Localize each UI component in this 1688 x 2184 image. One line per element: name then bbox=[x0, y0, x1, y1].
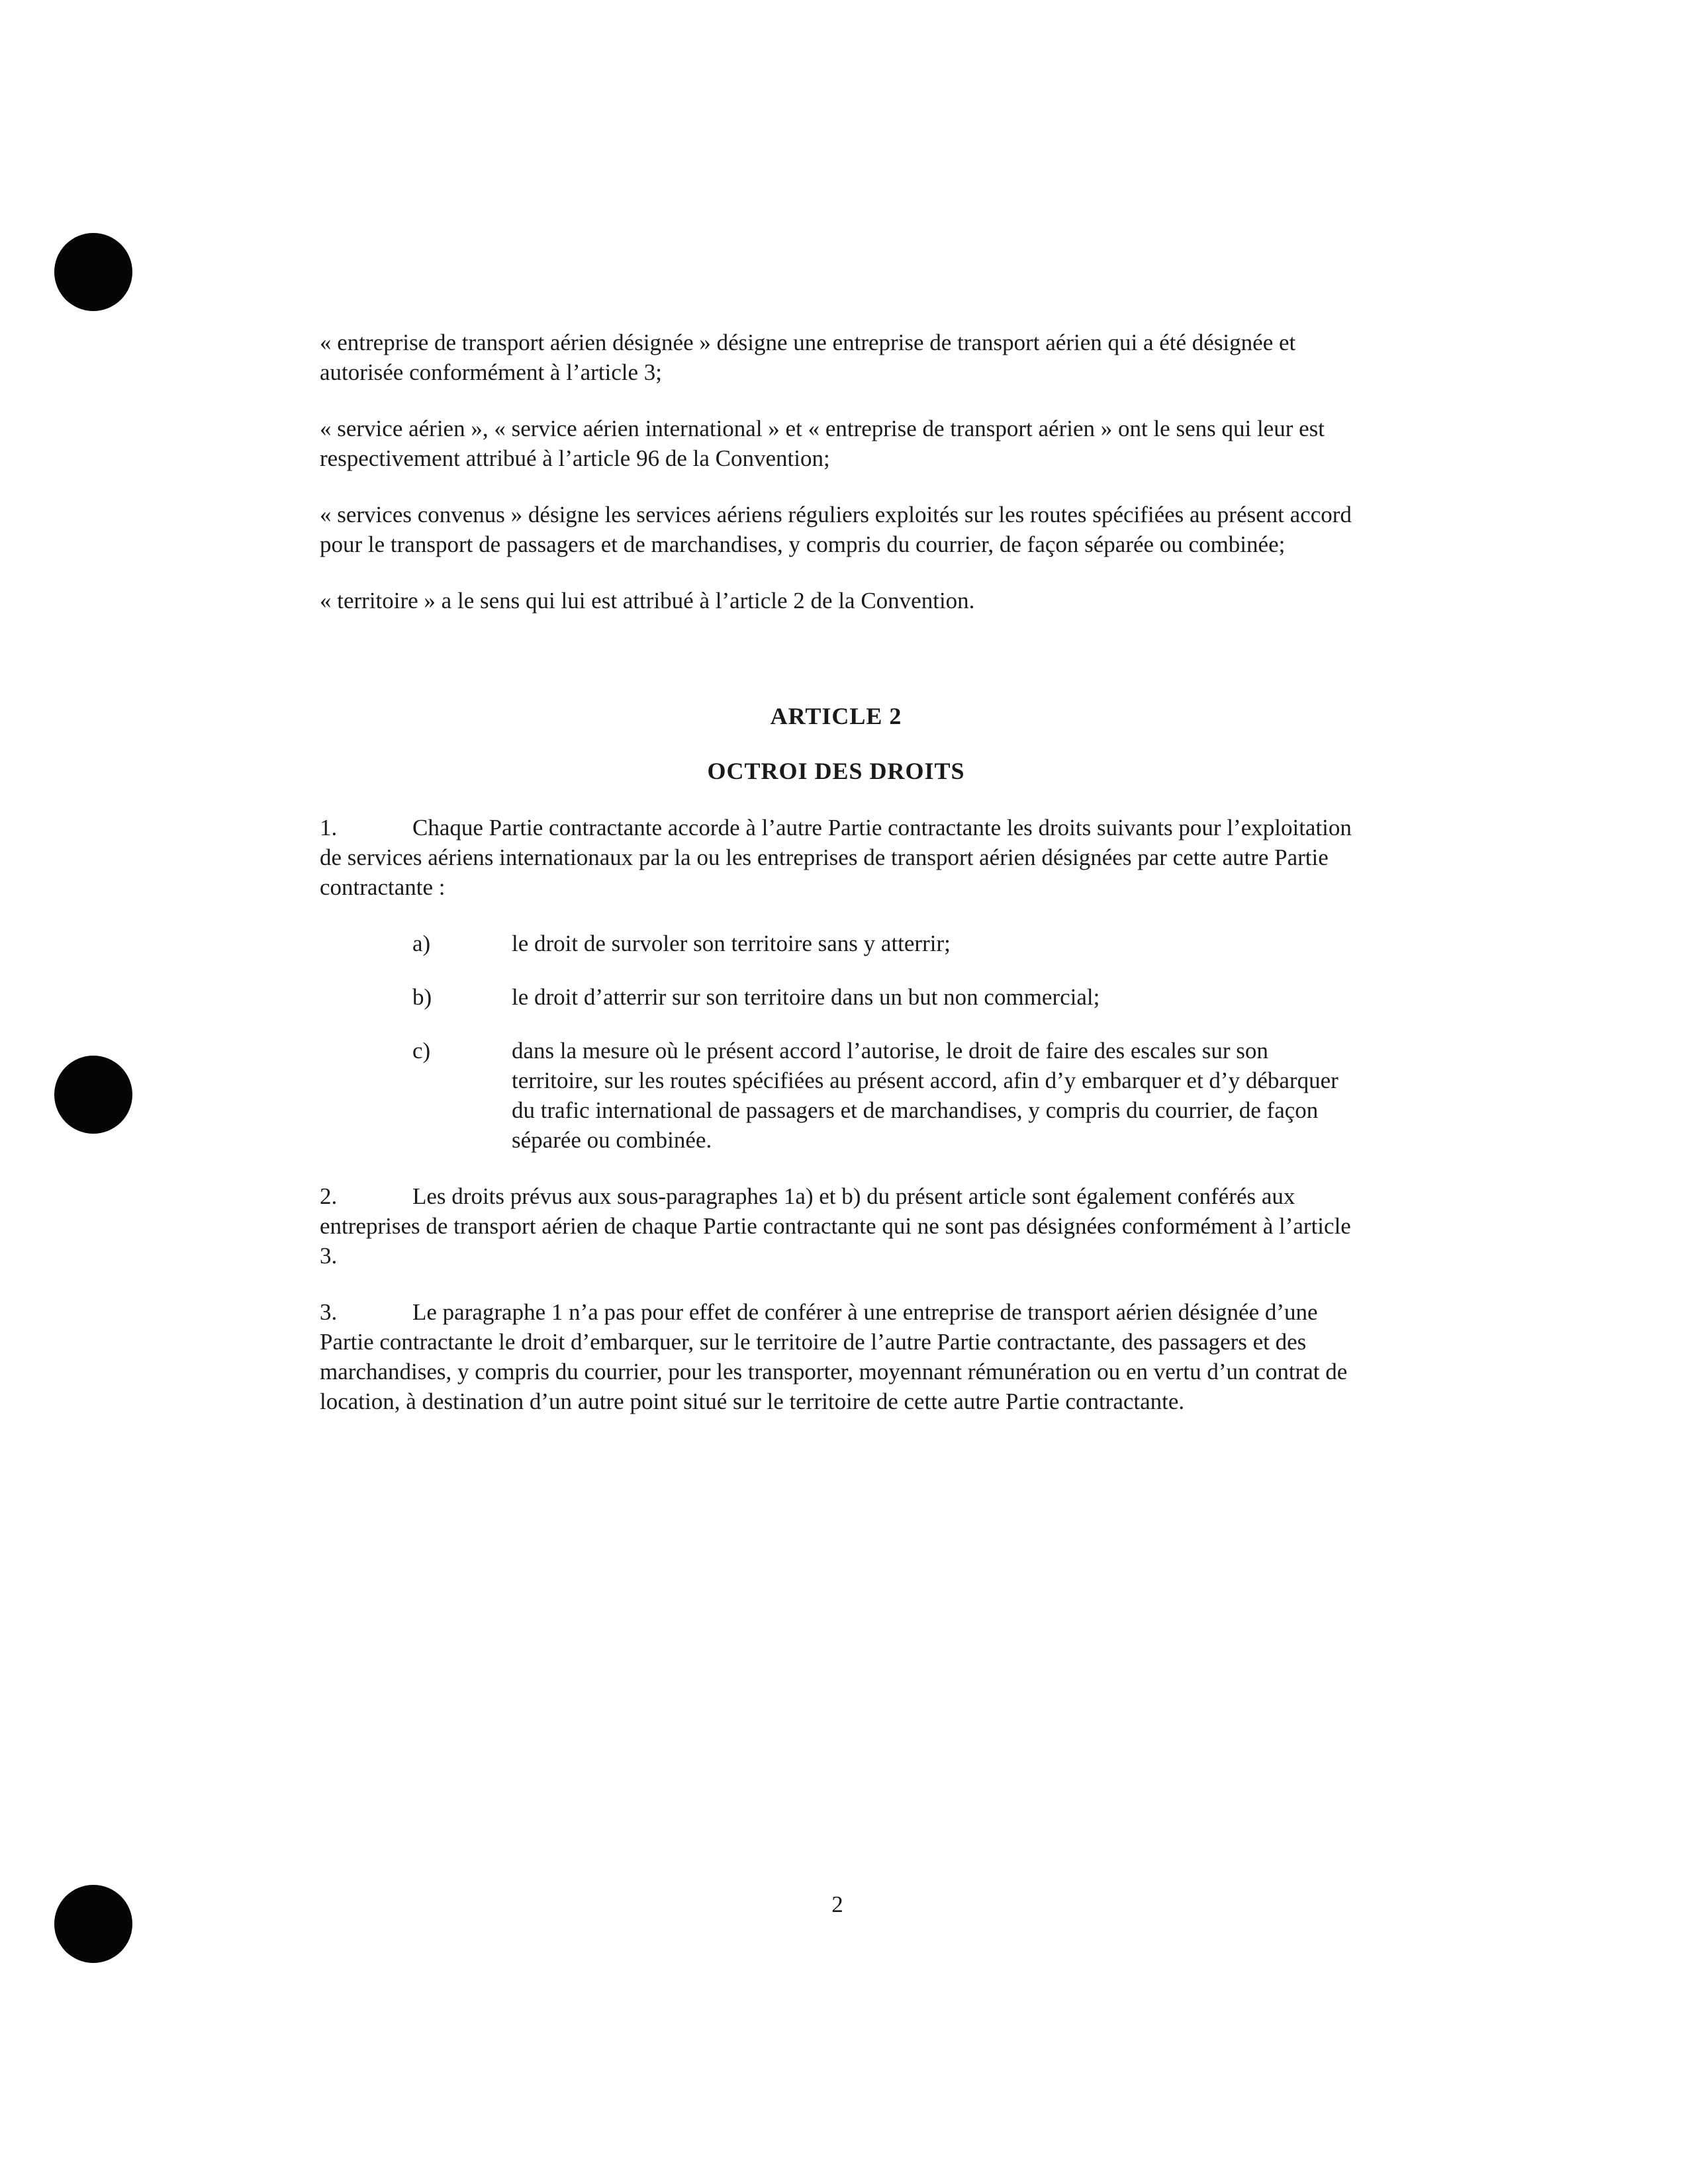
article-title-heading: OCTROI DES DROITS bbox=[707, 758, 965, 784]
rights-list-item-c bbox=[320, 1036, 1352, 1155]
list-item-letter: c) bbox=[412, 1038, 431, 1064]
rights-list bbox=[320, 929, 1352, 1155]
list-item-text: le droit de survoler son territoire sans y atterrir; bbox=[512, 931, 951, 956]
paragraph-text: Les droits prévus aux sous-paragraphes 1a) et b) du présent article sont également conférés aux entreprises de transport aérien de chaque Partie contractante qui ne sont pas désignées conformément à l’article 3. bbox=[320, 1183, 1351, 1269]
paragraph-number: 2. bbox=[320, 1183, 338, 1209]
binder-punch-hole-bottom bbox=[54, 1885, 132, 1963]
article-number-heading: ARTICLE 2 bbox=[770, 703, 902, 729]
paragraph-number: 1. bbox=[320, 815, 338, 841]
list-item-letter: b) bbox=[412, 984, 432, 1010]
article-paragraph-3 bbox=[320, 1297, 1352, 1416]
article-paragraph-1 bbox=[320, 813, 1352, 902]
list-item-text: dans la mesure où le présent accord l’autorise, le droit de faire des escales sur son territoire, sur les routes spécifiées au présent accord, afin d’y embarquer et d’y débarquer du trafic international de passagers et de marchandises, y compris du courrier, de façon séparée ou combinée. bbox=[512, 1038, 1338, 1153]
definition-agreed-services: « services convenus » désigne les services aériens réguliers exploités sur les routes spécifiées au présent accord pour le transport de passagers et de marchandises, y compris du courrier, de façon séparée ou combinée; bbox=[320, 502, 1352, 557]
definition-air-service: « service aérien », « service aérien international » et « entreprise de transport aérien » ont le sens qui leur est respectivement attribué à l’article 96 de la Convention; bbox=[320, 416, 1325, 471]
rights-list-item-a bbox=[320, 929, 1352, 958]
document-body bbox=[320, 328, 1352, 1443]
paragraph-text: Chaque Partie contractante accorde à l’autre Partie contractante les droits suivants pour l’exploitation de services aériens internationaux par la ou les entreprises de transport aérien désignées par cette autre Partie contractante : bbox=[320, 815, 1352, 900]
article-paragraph-2 bbox=[320, 1181, 1352, 1271]
list-item-text: le droit d’atterrir sur son territoire dans un but non commercial; bbox=[512, 984, 1100, 1010]
list-item-letter: a) bbox=[412, 931, 431, 956]
definition-designated-airline: « entreprise de transport aérien désignée » désigne une entreprise de transport aérien qui a été désignée et autorisée conformément à l’article 3; bbox=[320, 330, 1296, 385]
paragraph-number: 3. bbox=[320, 1299, 338, 1325]
rights-list-item-b bbox=[320, 982, 1352, 1012]
paragraph-text: Le paragraphe 1 n’a pas pour effet de conférer à une entreprise de transport aérien désignée d’une Partie contractante le droit d’embarquer, sur le territoire de l’autre Partie contractante, des passagers et des marchandises, y compris du courrier, pour les transporter, moyennant rémunération ou en vertu d’un contrat de location, à destination d’un autre point situé sur le territoire de cette autre Partie contractante. bbox=[320, 1299, 1348, 1414]
binder-punch-hole-top bbox=[54, 233, 132, 311]
binder-punch-hole-middle bbox=[54, 1056, 132, 1134]
definition-territory: « territoire » a le sens qui lui est attribué à l’article 2 de la Convention. bbox=[320, 588, 975, 614]
page-number: 2 bbox=[831, 1891, 843, 1917]
